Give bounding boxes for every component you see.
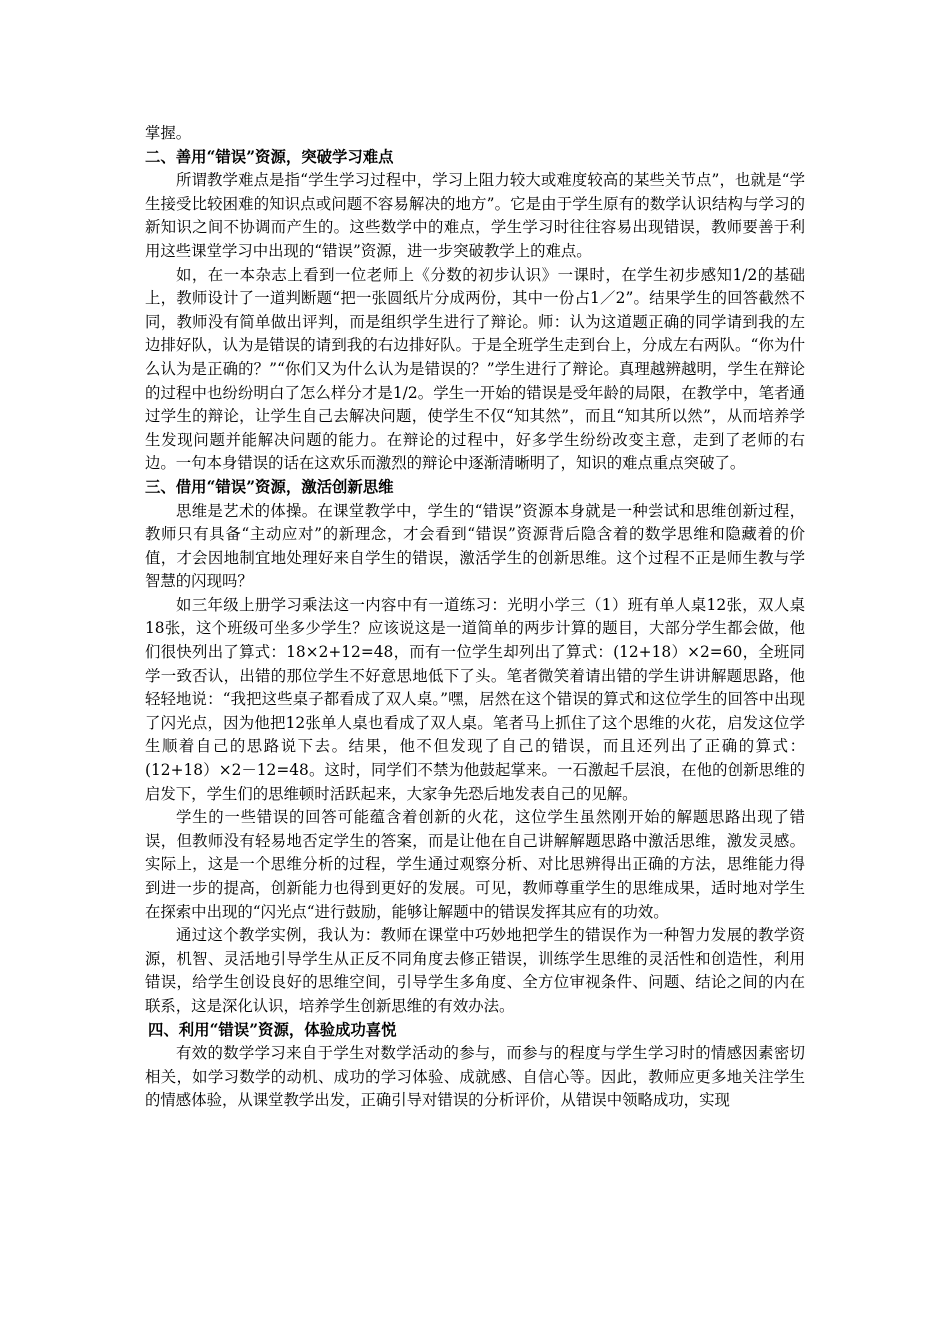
document-page [145, 122, 805, 1113]
paragraph: 如，在一本杂志上看到一位老师上《分数的初步认识》一课时，在学生初步感知1/2的基础上，教师设计了一道判断题“把一张圆纸片分成两份，其中一份占1／2”。结果学生的回答截然不同，教师没有简单做出评判，而是组织学生进行了辩论。师：认为这道题正确的同学请到我的左边排好队，认为是错误的请到我的右边排好队。于是全班学生走到台上，分成左右两队。“你为什么认为是正确的？”“你们又为什么认为是错误的？”学生进行了辩论。真理越辨越明，学生在辩论的过程中也纷纷明白了怎么样分才是1/2。学生一开始的错误是受年龄的局限，在教学中，笔者通过学生的辩论，让学生自己去解决问题，使学生不仅“知其然”，而且“知其所以然”，从而培养学生发现问题并能解决问题的能力。在辩论的过程中，好多学生纷纷改变主意，走到了老师的右边。一句本身错误的话在这欢乐而激烈的辩论中逐渐清晰明了，知识的难点重点突破了。 [145, 265, 805, 473]
paragraph: 思维是艺术的体操。在课堂教学中，学生的“错误”资源本身就是一种尝试和思维创新过程，教师只有具备“主动应对”的新理念，才会看到“错误”资源背后隐含着的数学思维和隐藏着的价值，才会因地制宜地处理好来自学生的错误，激活学生的创新思维。这个过程不正是师生教与学智慧的闪现吗？ [145, 501, 805, 591]
paragraph: 学生的一些错误的回答可能蕴含着创新的火花，这位学生虽然刚开始的解题思路出现了错误，但教师没有轻易地否定学生的答案，而是让他在自己讲解解题思路中激活思维，激发灵感。实际上，这是一个思维分析的过程，学生通过观察分析、对比思辨得出正确的方法，思维能力得到进一步的提高，创新能力也得到更好的发展。可见，教师尊重学生的思维成果，适时地对学生在探索中出现的“闪光点“进行鼓励，能够让解题中的错误发挥其应有的功效。 [145, 808, 805, 921]
section-heading-2: 二、善用“错误”资源，突破学习难点 [145, 147, 394, 166]
section-heading-4: 四、利用“错误”资源，体验成功喜悦 [148, 1020, 397, 1039]
section-heading-3: 三、借用“错误”资源，激活创新思维 [145, 477, 394, 496]
paragraph: 通过这个教学实例，我认为：教师在课堂中巧妙地把学生的错误作为一种智力发展的教学资源，机智、灵活地引导学生从正反不同角度去修正错误，训练学生思维的灵活性和创造性，利用错误，给学生创设良好的思维空间，引导学生多角度、全方位审视条件、问题、结论之间的内在联系，这是深化认识，培养学生创新思维的有效办法。 [145, 926, 805, 1015]
paragraph: 如三年级上册学习乘法这一内容中有一道练习：光明小学三（1）班有单人桌12张，双人桌18张，这个班级可坐多少学生？应该说这是一道简单的两步计算的题目，大部分学生都会做，他们很快列出了算式：18×2+12=48，而有一位学生却列出了算式：(12+18）×2=60，全班同学一致否认，出错的那位学生不好意思地低下了头。笔者微笑着请出错的学生讲讲解题思路，他轻轻地说：“我把这些桌子都看成了双人桌。”嘿，居然在这个错误的算式和这位学生的回答中出现了闪光点，因为他把12张单人桌也看成了双人桌。笔者马上抓住了这个思维的火花，启发这位学生顺着自己的思路说下去。结果，他不但发现了自己的错误，而且还列出了正确的算式：(12+18）×2－12=48。这时，同学们不禁为他鼓起掌来。一石激起千层浪，在他的创新思维的启发下，学生们的思维顿时活跃起来，大家争先恐后地发表自己的见解。 [145, 595, 805, 803]
paragraph: 所谓教学难点是指“学生学习过程中，学习上阻力较大或难度较高的某些关节点”，也就是“学生接受比较困难的知识点或问题不容易解决的地方”。它是由于学生原有的数学认识结构与学习的新知识之间不协调而产生的。这些数学中的难点，学生学习时往往容易出现错误，教师要善于利用这些课堂学习中出现的“错误”资源，进一步突破教学上的难点。 [145, 171, 805, 260]
paragraph: 掌握。 [145, 124, 192, 142]
paragraph: 有效的数学学习来自于学生对数学活动的参与，而参与的程度与学生学习时的情感因素密切相关，如学习数学的动机、成功的学习体验、成就感、自信心等。因此，教师应更多地关注学生的情感体验，从课堂教学出发，正确引导对错误的分析评价，从错误中领略成功，实现 [145, 1044, 805, 1110]
